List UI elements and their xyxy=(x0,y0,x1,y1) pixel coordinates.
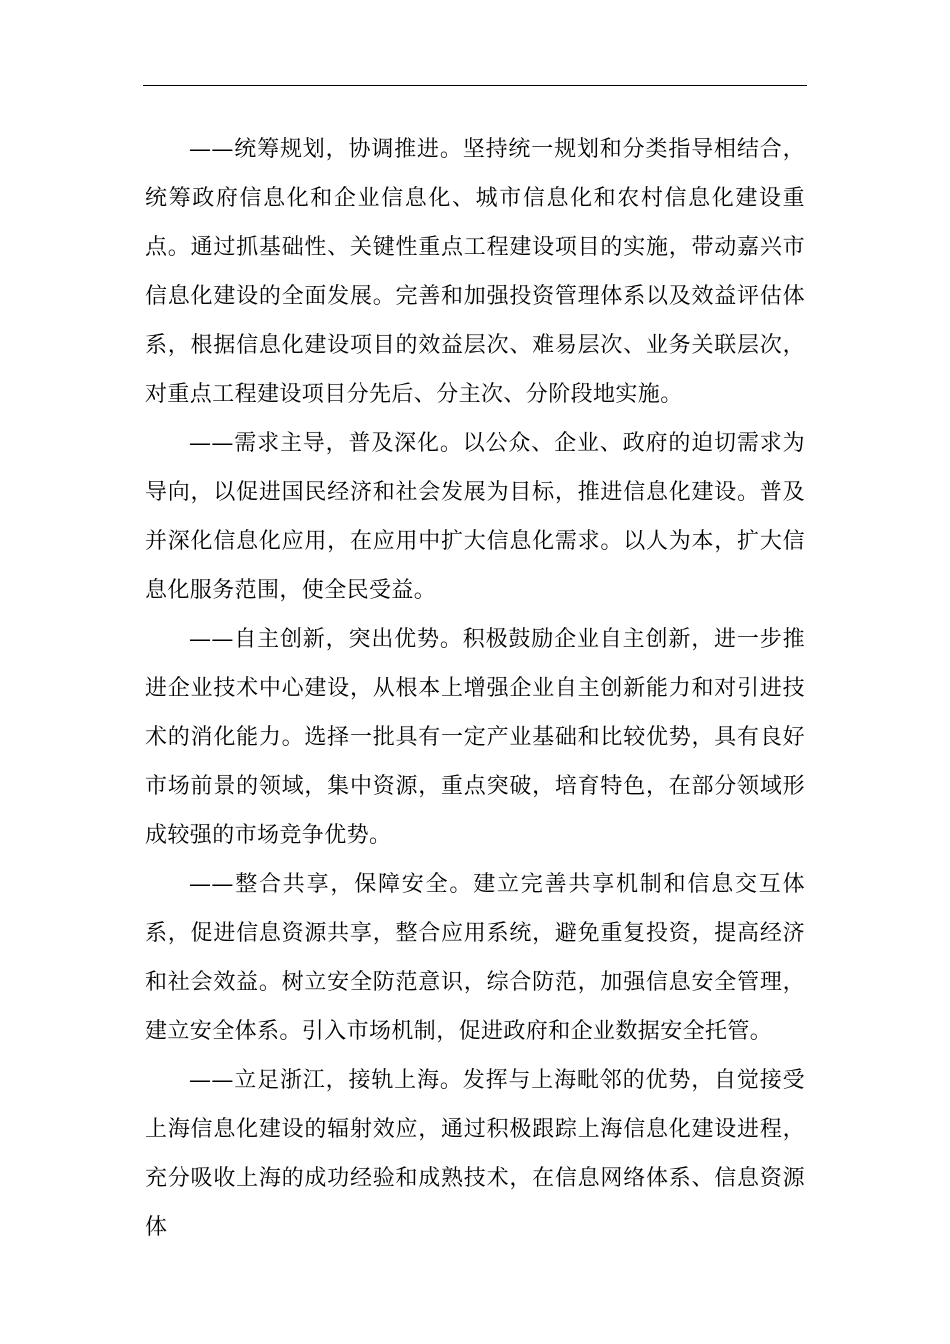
paragraph-demand: ——需求主导，普及深化。以公众、企业、政府的迫切需求为导向，以促进国民经济和社会发展为目标，推进信息化建设。普及并深化信息化应用，在应用中扩大信息化需求。以人为本，扩大信息化服务范围，使全民受益。 xyxy=(145,431,805,603)
paragraph-planning: ——统筹规划，协调推进。坚持统一规划和分类指导相结合，统筹政府信息化和企业信息化、城市信息化和农村信息化建设重点。通过抓基础性、关键性重点工程建设项目的实施，带动嘉兴市信息化建设的全面发展。完善和加强投资管理体系以及效益评估体系，根据信息化建设项目的效益层次、难易层次、业务关联层次，对重点工程建设项目分先后、分主次、分阶段地实施。 xyxy=(145,137,805,407)
header-rule xyxy=(143,85,807,86)
paragraph-innovation: ——自主创新，突出优势。积极鼓励企业自主创新，进一步推进企业技术中心建设，从根本上增强企业自主创新能力和对引进技术的消化能力。选择一批具有一定产业基础和比较优势，具有良好市场前景的领域，集中资源，重点突破，培育特色，在部分领域形成较强的市场竞争优势。 xyxy=(145,627,805,848)
paragraph-integration: ——整合共享，保障安全。建立完善共享机制和信息交互体系，促进信息资源共享，整合应用系统，避免重复投资，提高经济和社会效益。树立安全防范意识，综合防范，加强信息安全管理，建立安全体系。引入市场机制，促进政府和企业数据安全托管。 xyxy=(145,872,805,1044)
paragraph-shanghai: ——立足浙江，接轨上海。发挥与上海毗邻的优势，自觉接受上海信息化建设的辐射效应，通过积极跟踪上海信息化建设进程，充分吸收上海的成功经验和成熟技术，在信息网络体系、信息资源体 xyxy=(145,1068,805,1240)
body-text xyxy=(145,125,805,1252)
